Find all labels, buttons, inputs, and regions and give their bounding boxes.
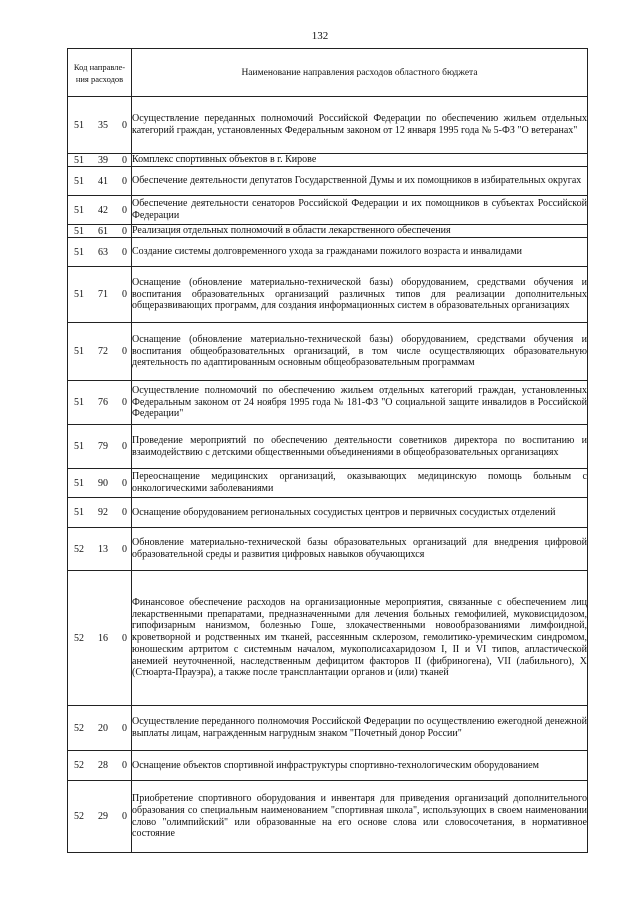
row-description: Приобретение спортивного оборудования и инвентаря для приведения организаций дополнительного образования со специальным наименованием "спортивная школа", использующих в своем наименовании слово "олимпийский" или образованные на его основе слова или словосочетания, в нормативное состояние (132, 781, 588, 853)
table-row (68, 196, 588, 225)
code-part: 42 (98, 204, 108, 216)
code-part: 52 (74, 632, 84, 644)
code-part: 51 (74, 346, 84, 357)
code-part: 29 (98, 811, 108, 822)
code-part: 0 (122, 543, 127, 555)
code-part: 51 (74, 289, 84, 300)
row-description: Проведение мероприятий по обеспечению деятельности советников директора по воспитанию и взаимодействию с детскими общественными объединениями в общеобразовательных организациях (132, 425, 588, 469)
row-code (68, 571, 132, 706)
code-part: 0 (122, 441, 127, 452)
code-part: 0 (122, 507, 127, 518)
row-code (68, 267, 132, 323)
row-description: Оснащение (обновление материально-технической базы) оборудованием, средствами обучения и воспитания общеобразовательных организаций, в том числе осуществляющих образовательную деятельность по адаптированным основным общеобразовательным программам (132, 323, 588, 381)
code-part: 52 (74, 543, 84, 555)
row-description: Обновление материально-технической базы образовательных организаций для внедрения цифровой образовательной среды и развития цифровых навыков обучающихся (132, 528, 588, 571)
code-part: 0 (122, 760, 127, 771)
code-part: 51 (74, 246, 84, 258)
row-code (68, 528, 132, 571)
table-row (68, 154, 588, 167)
code-part: 92 (98, 507, 108, 518)
row-code (68, 167, 132, 196)
page-number: 132 (311, 30, 329, 42)
code-part: 0 (122, 175, 127, 187)
row-code (68, 751, 132, 781)
code-part: 72 (98, 346, 108, 357)
row-description: Осуществление полномочий по обеспечению жильем отдельных категорий граждан, установленных Федеральным законом от 24 ноября 1995 года № 181-ФЗ "О социальной защите инвалидов в Российской Федерации" (132, 381, 588, 425)
row-description: Оснащение (обновление материально-технической базы) оборудованием, средствами обучения и воспитания образовательных организаций различных типов для реализации дополнительных общеразвивающих программ, для создания информационных систем в образовательных организациях (132, 267, 588, 323)
code-part: 0 (122, 722, 127, 734)
row-code (68, 97, 132, 154)
code-part: 20 (98, 722, 108, 734)
header-name: Наименование направления расходов областного бюджета (132, 49, 588, 97)
row-code (68, 498, 132, 528)
code-part: 51 (74, 175, 84, 187)
code-part: 79 (98, 441, 108, 452)
row-description: Создание системы долговременного ухода за гражданами пожилого возраста и инвалидами (132, 238, 588, 267)
code-part: 0 (122, 346, 127, 357)
row-code (68, 425, 132, 469)
code-part: 0 (122, 811, 127, 822)
code-part: 0 (122, 246, 127, 258)
row-code (68, 238, 132, 267)
code-part: 28 (98, 760, 108, 771)
row-description: Обеспечение деятельности сенаторов Российской Федерации и их помощников в субъектах Российской Федерации (132, 196, 588, 225)
table-row (68, 528, 588, 571)
table-row (68, 781, 588, 853)
table-header-row (68, 49, 588, 97)
code-part: 0 (122, 397, 127, 408)
code-part: 16 (98, 632, 108, 644)
row-code (68, 196, 132, 225)
code-part: 51 (74, 477, 84, 489)
table-row (68, 469, 588, 498)
row-code (68, 469, 132, 498)
row-code (68, 381, 132, 425)
row-description: Переоснащение медицинских организаций, оказывающих медицинскую помощь больным с онкологическими заболеваниями (132, 469, 588, 498)
row-code (68, 154, 132, 167)
budget-directions-table (67, 48, 588, 853)
table-row (68, 238, 588, 267)
row-code (68, 323, 132, 381)
code-part: 0 (122, 289, 127, 300)
code-part: 35 (98, 119, 108, 131)
table-row (68, 267, 588, 323)
table-row (68, 425, 588, 469)
code-part: 61 (98, 225, 108, 237)
code-part: 52 (74, 811, 84, 822)
row-description: Осуществление переданных полномочий Российской Федерации по обеспечению жильем отдельных категорий граждан, установленных Федеральным законом от 12 января 1995 года № 5-ФЗ "О ветеранах" (132, 97, 588, 154)
table-row (68, 167, 588, 196)
code-part: 63 (98, 246, 108, 258)
code-part: 76 (98, 397, 108, 408)
code-part: 51 (74, 119, 84, 131)
code-part: 51 (74, 225, 84, 237)
code-part: 51 (74, 441, 84, 452)
code-part: 0 (122, 477, 127, 489)
row-description: Реализация отдельных полномочий в области лекарственного обеспечения (132, 225, 588, 238)
row-description: Осуществление переданного полномочия Российской Федерации по осуществлению ежегодной денежной выплаты лицам, награжденным нагрудным знаком "Почетный донор России" (132, 706, 588, 751)
code-part: 0 (122, 225, 127, 237)
table-row (68, 225, 588, 238)
code-part: 41 (98, 175, 108, 187)
code-part: 51 (74, 154, 84, 166)
row-code (68, 706, 132, 751)
row-description: Оснащение объектов спортивной инфраструктуры спортивно-технологическим оборудованием (132, 751, 588, 781)
row-code (68, 225, 132, 238)
code-part: 39 (98, 154, 108, 166)
table-row (68, 751, 588, 781)
code-part: 71 (98, 289, 108, 300)
row-description: Финансовое обеспечение расходов на организационные мероприятия, связанные с обеспечением лиц лекарственными препаратами, предназначенными для лечения больных гемофилией, муковисцидозом, гипофизарным нанизмом, болезнью Гоше, злокачественными новообразованиями лимфоидной, кроветворной и родственных им тканей, рассеянным склерозом, гемолитико-уремическим синдромом, юношеским артритом с системным началом, мукополисахаридозом I, II и VI типов, апластической анемией неуточненной, наследственным дефицитом факторов II (фибриногена), VII (лабильного), X (Стюарта-Прауэра), а также после трансплантации органов и (или) тканей (132, 571, 588, 706)
table-row (68, 571, 588, 706)
table-row (68, 323, 588, 381)
code-part: 51 (74, 507, 84, 518)
header-code: Код направле-ния расходов (68, 49, 132, 97)
code-part: 0 (122, 632, 127, 644)
code-part: 0 (122, 154, 127, 166)
code-part: 0 (122, 119, 127, 131)
code-part: 52 (74, 722, 84, 734)
code-part: 51 (74, 204, 84, 216)
table-row (68, 706, 588, 751)
table-row (68, 97, 588, 154)
row-description: Обеспечение деятельности депутатов Государственной Думы и их помощников в избирательных округах (132, 167, 588, 196)
code-part: 52 (74, 760, 84, 771)
table-row (68, 498, 588, 528)
table-row (68, 381, 588, 425)
row-code (68, 781, 132, 853)
code-part: 13 (98, 543, 108, 555)
code-part: 51 (74, 397, 84, 408)
code-part: 90 (98, 477, 108, 489)
row-description: Комплекс спортивных объектов в г. Кирове (132, 154, 588, 167)
row-description: Оснащение оборудованием региональных сосудистых центров и первичных сосудистых отделений (132, 498, 588, 528)
code-part: 0 (122, 204, 127, 216)
